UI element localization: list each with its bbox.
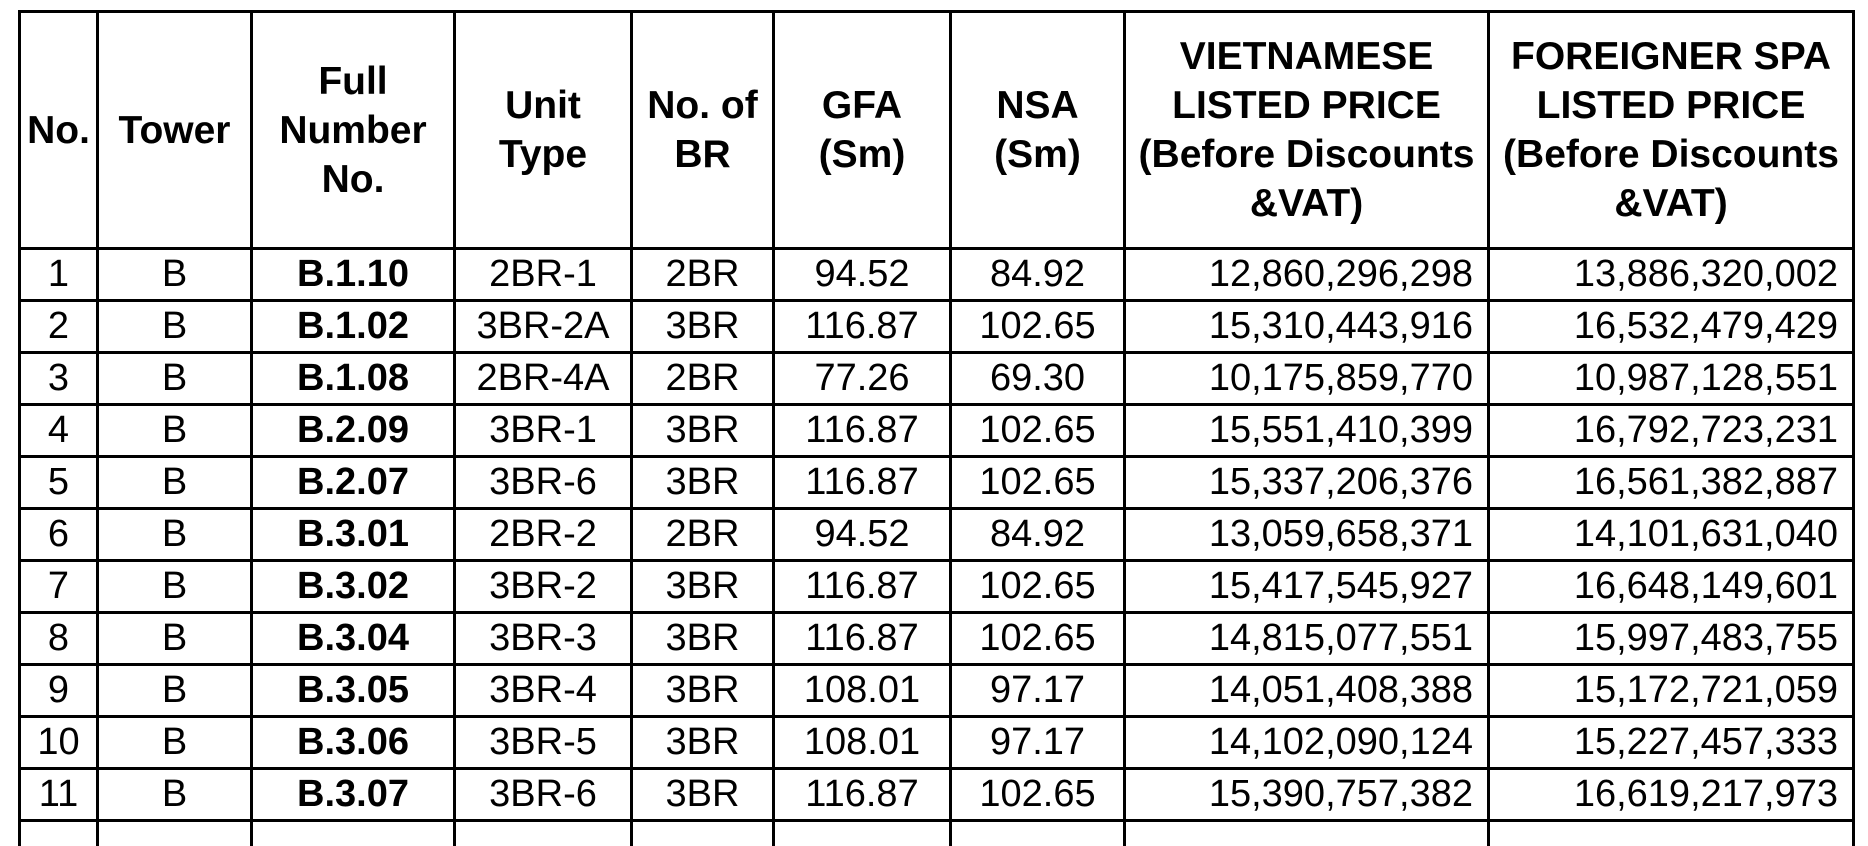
cell-vietnamese-price: 10,175,859,770	[1125, 353, 1489, 405]
cell-tower: B	[98, 457, 252, 509]
cut-off-row	[20, 821, 1854, 846]
cut-off-cell	[252, 821, 455, 846]
cell-no-of-br: 2BR	[632, 249, 774, 301]
cell-nsa: 102.65	[951, 769, 1125, 821]
cell-vietnamese-price: 14,102,090,124	[1125, 717, 1489, 769]
header-nsa: NSA (Sm)	[951, 12, 1125, 249]
cell-full-number: B.1.10	[252, 249, 455, 301]
cell-tower: B	[98, 665, 252, 717]
cell-nsa: 102.65	[951, 301, 1125, 353]
cell-foreigner-price: 15,227,457,333	[1489, 717, 1854, 769]
cut-off-cell	[1489, 821, 1854, 846]
cell-vietnamese-price: 15,390,757,382	[1125, 769, 1489, 821]
cell-no: 11	[20, 769, 98, 821]
table-row	[20, 769, 1854, 821]
cell-gfa: 94.52	[774, 249, 951, 301]
cell-gfa: 116.87	[774, 769, 951, 821]
cell-nsa: 84.92	[951, 509, 1125, 561]
cell-no-of-br: 3BR	[632, 301, 774, 353]
cell-vietnamese-price: 13,059,658,371	[1125, 509, 1489, 561]
cell-gfa: 94.52	[774, 509, 951, 561]
cell-unit-type: 2BR-2	[455, 509, 632, 561]
cell-unit-type: 2BR-4A	[455, 353, 632, 405]
cell-no: 4	[20, 405, 98, 457]
header-vietnamese-price: VIETNAMESE LISTED PRICE (Before Discounts &VAT)	[1125, 12, 1489, 249]
header-unit-type: Unit Type	[455, 12, 632, 249]
table-row	[20, 301, 1854, 353]
table-row	[20, 353, 1854, 405]
table-row	[20, 509, 1854, 561]
cell-no: 9	[20, 665, 98, 717]
cell-tower: B	[98, 561, 252, 613]
table-row	[20, 717, 1854, 769]
cell-gfa: 116.87	[774, 301, 951, 353]
cell-full-number: B.2.07	[252, 457, 455, 509]
cell-tower: B	[98, 249, 252, 301]
cell-full-number: B.2.09	[252, 405, 455, 457]
cell-no: 8	[20, 613, 98, 665]
cell-foreigner-price: 16,532,479,429	[1489, 301, 1854, 353]
cut-off-cell	[455, 821, 632, 846]
cell-vietnamese-price: 14,051,408,388	[1125, 665, 1489, 717]
cell-nsa: 102.65	[951, 613, 1125, 665]
cut-off-cell	[632, 821, 774, 846]
cut-off-cell	[774, 821, 951, 846]
cell-vietnamese-price: 15,310,443,916	[1125, 301, 1489, 353]
table-row	[20, 249, 1854, 301]
cell-unit-type: 2BR-1	[455, 249, 632, 301]
cell-full-number: B.1.08	[252, 353, 455, 405]
header-foreigner-price: FOREIGNER SPA LISTED PRICE (Before Discounts &VAT)	[1489, 12, 1854, 249]
header-no-of-br: No. of BR	[632, 12, 774, 249]
cell-vietnamese-price: 15,417,545,927	[1125, 561, 1489, 613]
cell-unit-type: 3BR-2A	[455, 301, 632, 353]
cell-gfa: 116.87	[774, 405, 951, 457]
header-full-number: Full Number No.	[252, 12, 455, 249]
cell-nsa: 97.17	[951, 665, 1125, 717]
cell-unit-type: 3BR-6	[455, 769, 632, 821]
table-row	[20, 665, 1854, 717]
cell-no-of-br: 3BR	[632, 561, 774, 613]
cell-nsa: 102.65	[951, 561, 1125, 613]
price-list-table	[18, 10, 1855, 846]
cell-foreigner-price: 15,172,721,059	[1489, 665, 1854, 717]
header-gfa: GFA (Sm)	[774, 12, 951, 249]
cell-full-number: B.1.02	[252, 301, 455, 353]
cut-off-cell	[20, 821, 98, 846]
cell-tower: B	[98, 613, 252, 665]
header-row	[20, 12, 1854, 249]
cell-foreigner-price: 10,987,128,551	[1489, 353, 1854, 405]
cell-tower: B	[98, 509, 252, 561]
cell-nsa: 69.30	[951, 353, 1125, 405]
cell-unit-type: 3BR-4	[455, 665, 632, 717]
cell-foreigner-price: 13,886,320,002	[1489, 249, 1854, 301]
cell-full-number: B.3.04	[252, 613, 455, 665]
table-row	[20, 613, 1854, 665]
cell-unit-type: 3BR-3	[455, 613, 632, 665]
cell-foreigner-price: 16,619,217,973	[1489, 769, 1854, 821]
cell-vietnamese-price: 15,337,206,376	[1125, 457, 1489, 509]
cell-nsa: 97.17	[951, 717, 1125, 769]
cell-no-of-br: 3BR	[632, 769, 774, 821]
cell-no-of-br: 3BR	[632, 405, 774, 457]
cell-nsa: 102.65	[951, 457, 1125, 509]
cell-tower: B	[98, 353, 252, 405]
cell-full-number: B.3.07	[252, 769, 455, 821]
cell-no-of-br: 3BR	[632, 457, 774, 509]
cell-tower: B	[98, 405, 252, 457]
cell-no-of-br: 3BR	[632, 665, 774, 717]
cell-foreigner-price: 15,997,483,755	[1489, 613, 1854, 665]
table-row	[20, 561, 1854, 613]
cell-full-number: B.3.01	[252, 509, 455, 561]
cell-no-of-br: 3BR	[632, 717, 774, 769]
cell-no: 5	[20, 457, 98, 509]
cell-foreigner-price: 16,792,723,231	[1489, 405, 1854, 457]
cell-full-number: B.3.05	[252, 665, 455, 717]
cell-foreigner-price: 16,561,382,887	[1489, 457, 1854, 509]
cell-gfa: 108.01	[774, 717, 951, 769]
price-list-sheet	[18, 10, 1852, 846]
cell-nsa: 102.65	[951, 405, 1125, 457]
cell-tower: B	[98, 769, 252, 821]
cell-gfa: 116.87	[774, 561, 951, 613]
cell-no: 7	[20, 561, 98, 613]
cut-off-cell	[1125, 821, 1489, 846]
cell-full-number: B.3.06	[252, 717, 455, 769]
cell-tower: B	[98, 301, 252, 353]
cell-no-of-br: 3BR	[632, 613, 774, 665]
cell-no: 1	[20, 249, 98, 301]
cell-vietnamese-price: 15,551,410,399	[1125, 405, 1489, 457]
cell-tower: B	[98, 717, 252, 769]
cell-no: 10	[20, 717, 98, 769]
header-tower: Tower	[98, 12, 252, 249]
cell-gfa: 77.26	[774, 353, 951, 405]
cell-foreigner-price: 14,101,631,040	[1489, 509, 1854, 561]
cell-no: 6	[20, 509, 98, 561]
cell-unit-type: 3BR-1	[455, 405, 632, 457]
table-row	[20, 457, 1854, 509]
cell-foreigner-price: 16,648,149,601	[1489, 561, 1854, 613]
cell-unit-type: 3BR-6	[455, 457, 632, 509]
cell-nsa: 84.92	[951, 249, 1125, 301]
cell-no-of-br: 2BR	[632, 509, 774, 561]
header-no: No.	[20, 12, 98, 249]
table-body	[20, 249, 1854, 846]
cell-unit-type: 3BR-5	[455, 717, 632, 769]
cell-unit-type: 3BR-2	[455, 561, 632, 613]
cell-gfa: 108.01	[774, 665, 951, 717]
cell-full-number: B.3.02	[252, 561, 455, 613]
cell-gfa: 116.87	[774, 613, 951, 665]
cell-no-of-br: 2BR	[632, 353, 774, 405]
cut-off-cell	[98, 821, 252, 846]
cut-off-cell	[951, 821, 1125, 846]
cell-no: 2	[20, 301, 98, 353]
cell-vietnamese-price: 14,815,077,551	[1125, 613, 1489, 665]
cell-no: 3	[20, 353, 98, 405]
cell-vietnamese-price: 12,860,296,298	[1125, 249, 1489, 301]
cell-gfa: 116.87	[774, 457, 951, 509]
table-row	[20, 405, 1854, 457]
